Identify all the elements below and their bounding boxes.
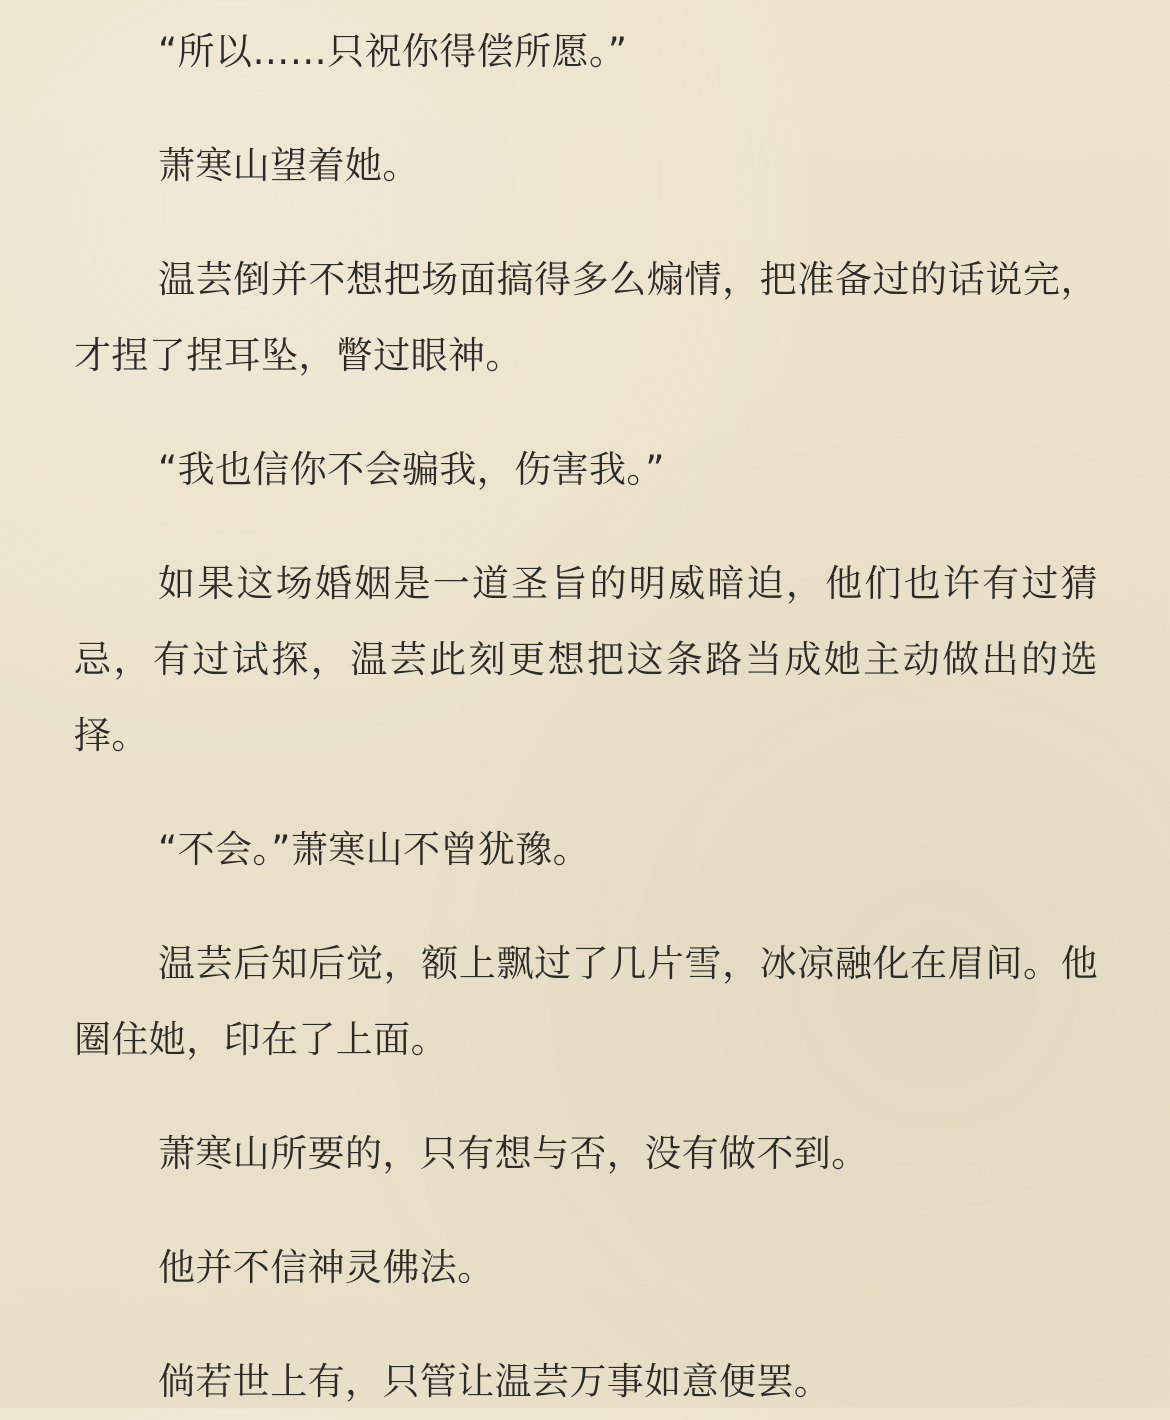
paragraph-3: 温芸倒并不想把场面搞得多么煽情，把准备过的话说完，才捏了捏耳坠，瞥过眼神。 [74, 258, 1098, 377]
paragraph-2: 萧寒山望着她。 [158, 144, 420, 187]
paragraph-7: 温芸后知后觉，额上飘过了几片雪，冰凉融化在眉间。他圈住她，印在了上面。 [74, 942, 1098, 1061]
paragraph-5: 如果这场婚姻是一道圣旨的明威暗迫，他们也许有过猜忌，有过试探，温芸此刻更想把这条路当成她主动做出的选择。 [74, 562, 1098, 757]
paragraph-8: 萧寒山所要的，只有想与否，没有做不到。 [158, 1132, 869, 1175]
paragraph-1: “所以……只祝你得偿所愿。” [158, 30, 628, 73]
paragraph-6: “不会。”萧寒山不曾犹豫。 [158, 828, 591, 871]
paragraph-4: “我也信你不会骗我，伤害我。” [158, 448, 665, 491]
paragraph-9: 他并不信神灵佛法。 [158, 1246, 495, 1289]
paragraph-10: 倘若世上有，只管让温芸万事如意便罢。 [158, 1360, 832, 1403]
